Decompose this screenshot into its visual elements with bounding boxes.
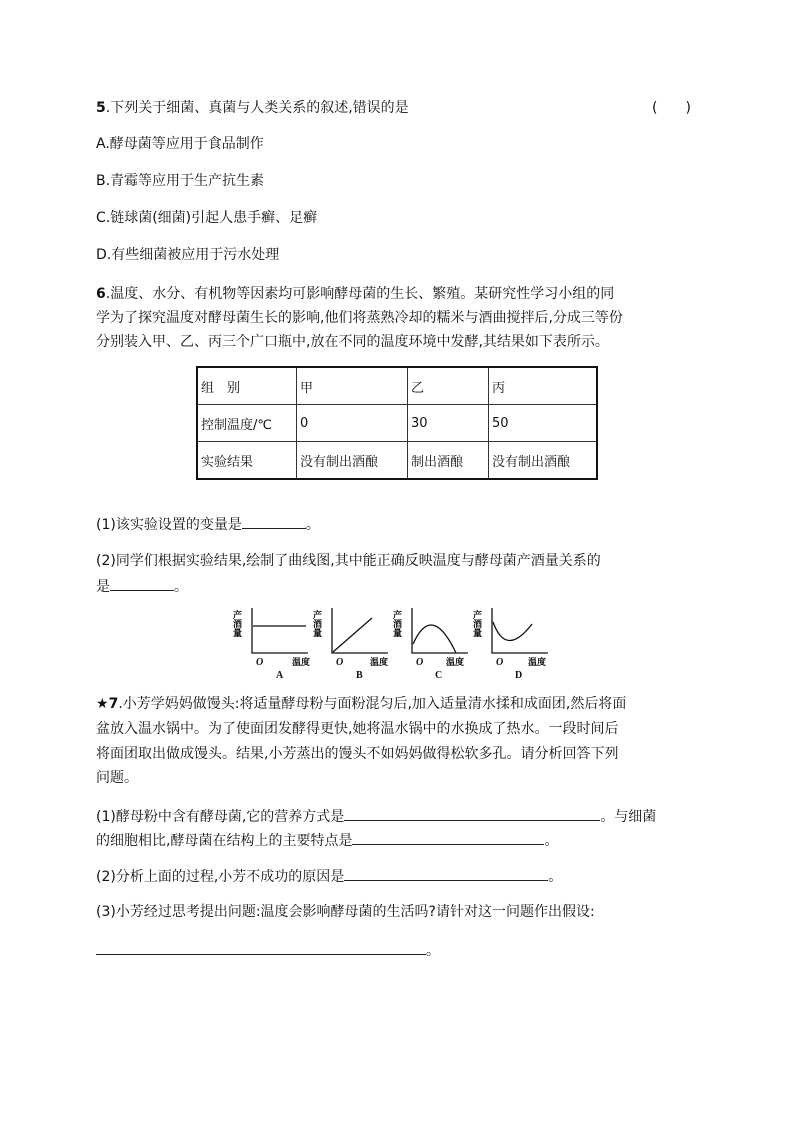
q6-stem-line1: 6.温度、水分、有机物等因素均可影响酵母菌的生长、繁殖。某研究性学习小组的同 bbox=[96, 286, 615, 302]
graph-d-letter: D bbox=[515, 670, 523, 681]
graph-c-origin: O bbox=[416, 657, 424, 668]
graph-a-origin: O bbox=[256, 657, 264, 668]
q7-sub1-line2: 的细胞相比,酵母菌在结构上的主要特点是 。 bbox=[96, 830, 558, 851]
q5-stem: 5.下列关于细菌、真菌与人类关系的叙述,错误的是 bbox=[96, 100, 409, 116]
q6-sub2-line2: 是 。 bbox=[96, 576, 188, 597]
table-row bbox=[197, 442, 597, 480]
q5-number: 5 bbox=[96, 100, 106, 116]
q5-answer-bracket: ( ) bbox=[652, 100, 691, 116]
table-row bbox=[197, 405, 597, 442]
q6-sub1-blank[interactable] bbox=[242, 514, 306, 529]
q7-stem-line3: 将面团取出做成馒头。结果,小芳蒸出的馒头不如妈妈做得松软多孔。请分析回答下列 bbox=[96, 746, 619, 762]
graph-b-letter: B bbox=[356, 670, 363, 681]
q6-result-table bbox=[196, 366, 598, 480]
q7-sub1-blank-b[interactable] bbox=[352, 830, 544, 845]
graph-a-xlabel: 温度 bbox=[292, 658, 311, 668]
graph-d-xlabel: 温度 bbox=[528, 658, 547, 668]
table-cell: 制出酒酿 bbox=[408, 442, 489, 480]
graph-a-axes bbox=[252, 608, 308, 653]
table-header-bing: 丙 bbox=[489, 367, 598, 405]
q5-option-c: C.链球菌(细菌)引起人患手癣、足癣 bbox=[96, 210, 318, 226]
q7-star: ★ bbox=[96, 696, 109, 712]
q5-option-a: A.酵母菌等应用于食品制作 bbox=[96, 136, 264, 152]
table-cell: 0 bbox=[297, 405, 408, 442]
table-cell: 30 bbox=[408, 405, 489, 442]
graph-d-curve bbox=[493, 622, 532, 641]
q6-curve-graphs-svg bbox=[232, 606, 556, 682]
q7-stem-line1: ★7.小芳学妈妈做馒头:将适量酵母粉与面粉混匀后,加入适量清水揉和成面团,然后将面 bbox=[96, 696, 627, 712]
graph-c-letter: C bbox=[435, 670, 443, 681]
table-header-jia: 甲 bbox=[297, 367, 408, 405]
q7-sub2: (2)分析上面的过程,小芳不成功的原因是 。 bbox=[96, 866, 562, 887]
q7-sub3-blank[interactable] bbox=[96, 940, 426, 955]
q7-number: 7 bbox=[108, 696, 119, 712]
graph-a-ylabel: 产酒量 bbox=[232, 610, 242, 637]
table-header-yi: 乙 bbox=[408, 367, 489, 405]
graph-b-origin: O bbox=[336, 657, 344, 668]
q7-stem-line4: 问题。 bbox=[96, 770, 138, 786]
graph-d-axes bbox=[492, 608, 548, 653]
table-cell: 没有制出酒酿 bbox=[297, 442, 408, 480]
q6-sub1: (1)该实验设置的变量是 。 bbox=[96, 514, 320, 535]
table-cell: 控制温度/℃ bbox=[197, 405, 297, 442]
table-cell: 实验结果 bbox=[197, 442, 297, 480]
q6-curve-graphs bbox=[232, 606, 556, 682]
graph-b-ylabel: 产酒量 bbox=[312, 610, 322, 637]
graph-a-letter: A bbox=[276, 670, 284, 681]
graph-c-curve bbox=[413, 625, 456, 653]
q7-sub1-blank-a[interactable] bbox=[344, 806, 600, 821]
graph-c-ylabel: 产酒量 bbox=[392, 610, 402, 637]
q7-sub3-answer-line: 。 bbox=[96, 940, 440, 961]
table-header-group: 组 别 bbox=[197, 367, 297, 405]
table-cell: 50 bbox=[489, 405, 598, 442]
table-cell: 没有制出酒酿 bbox=[489, 442, 598, 480]
q7-stem-line2: 盆放入温水锅中。为了使面团发酵得更快,她将温水锅中的水换成了热水。一段时间后 bbox=[96, 721, 619, 737]
q7-sub1-line1: (1)酵母粉中含有酵母菌,它的营养方式是 。与细菌 bbox=[96, 806, 656, 827]
q6-sub2-blank[interactable] bbox=[110, 576, 174, 591]
q7-sub2-blank[interactable] bbox=[344, 866, 548, 881]
q6-number: 6 bbox=[96, 286, 106, 302]
graph-b-curve bbox=[333, 618, 372, 652]
graph-b-xlabel: 温度 bbox=[370, 658, 389, 668]
table-row bbox=[197, 367, 597, 405]
q6-stem-line3: 分别装入甲、乙、丙三个广口瓶中,放在不同的温度环境中发酵,其结果如下表所示。 bbox=[96, 334, 609, 350]
graph-d-ylabel: 产酒量 bbox=[472, 610, 482, 637]
graph-c-xlabel: 温度 bbox=[446, 658, 465, 668]
q6-stem-line2: 学为了探究温度对酵母菌生长的影响,他们将蒸熟冷却的糯米与酒曲搅拌后,分成三等份 bbox=[96, 310, 623, 326]
q6-sub2-line1: (2)同学们根据实验结果,绘制了曲线图,其中能正确反映温度与酵母菌产酒量关系的 bbox=[96, 553, 601, 569]
q5-option-b: B.青霉等应用于生产抗生素 bbox=[96, 173, 265, 189]
q7-sub3: (3)小芳经过思考提出问题:温度会影响酵母菌的生活吗?请针对这一问题作出假设: bbox=[96, 904, 595, 920]
graph-d-origin: O bbox=[496, 657, 504, 668]
q5-option-d: D.有些细菌被应用于污水处理 bbox=[96, 247, 280, 263]
